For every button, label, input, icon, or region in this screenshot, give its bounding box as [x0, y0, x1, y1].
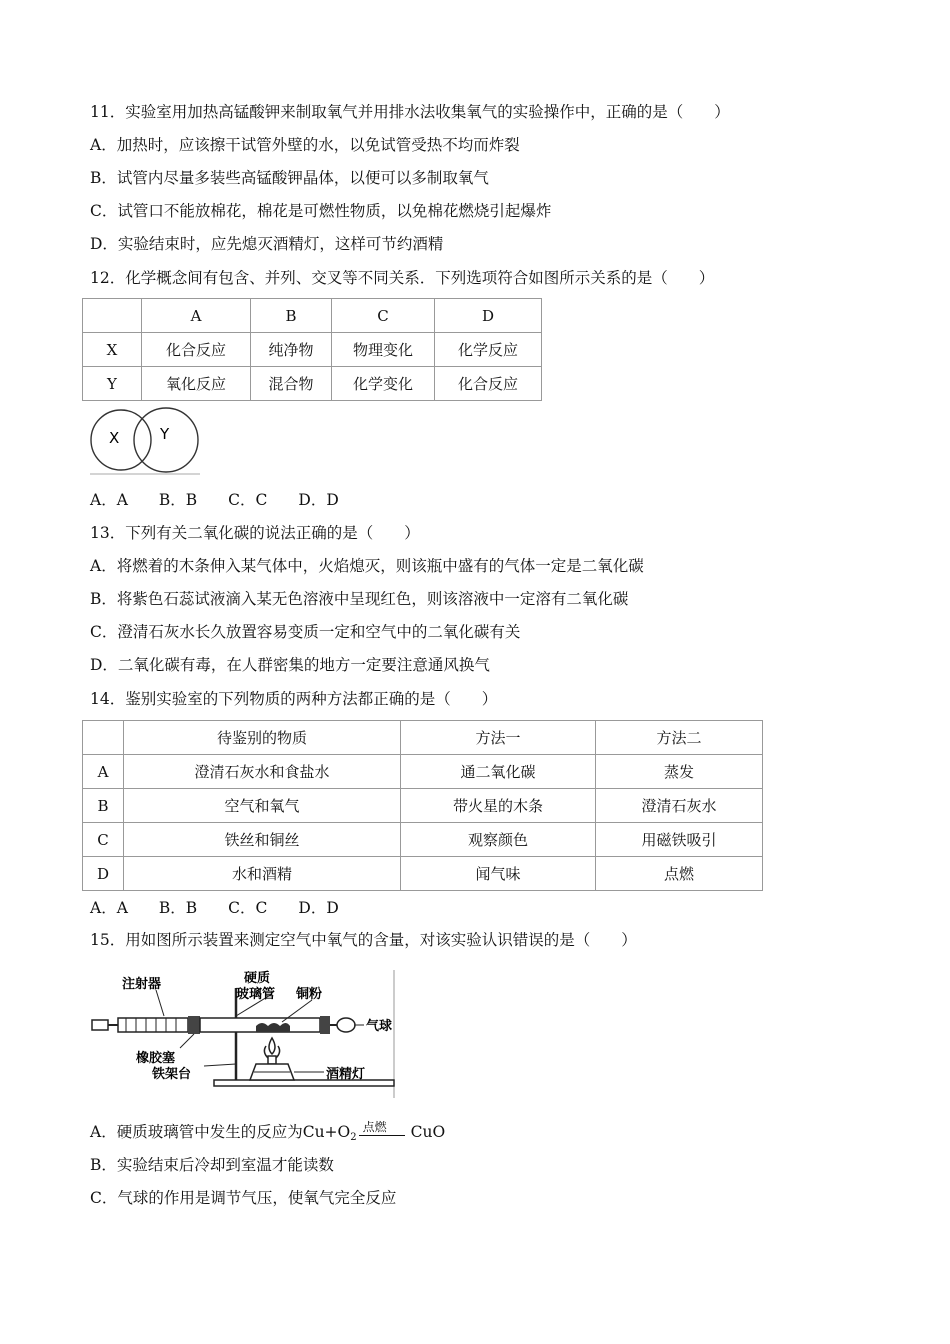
- table-row: [83, 755, 763, 789]
- table-header: D: [435, 299, 542, 333]
- q14-stem: 14．鉴别实验室的下列物质的两种方法都正确的是（ ）: [90, 690, 498, 708]
- label-iron-stand: 铁架台: [152, 1067, 192, 1082]
- q12-table: [82, 298, 542, 401]
- table-cell: B: [83, 789, 124, 823]
- rubber-stopper-left: [188, 1016, 200, 1034]
- q13-option-c: C．澄清石灰水长久放置容易变质一定和空气中的二氧化碳有关: [90, 623, 521, 641]
- venn-label-x: X: [109, 429, 120, 447]
- table-header: C: [332, 299, 435, 333]
- table-row: [83, 823, 763, 857]
- table-row: [83, 299, 542, 333]
- table-cell: A: [83, 755, 124, 789]
- table-cell: 铁丝和铜丝: [124, 823, 401, 857]
- reactants: Cu+O: [302, 1123, 351, 1141]
- q13-option-d: D．二氧化碳有毒，在人群密集的地方一定要注意通风换气: [90, 656, 490, 674]
- table-cell: 化合反应: [142, 333, 251, 367]
- table-cell: X: [83, 333, 142, 367]
- q15-option-a-text: A．硬质玻璃管中发生的反应为: [90, 1123, 303, 1141]
- q13-option-b: B．将紫色石蕊试液滴入某无色溶液中呈现红色，则该溶液中一定溶有二氧化碳: [90, 590, 629, 608]
- table-cell: C: [83, 823, 124, 857]
- label-glass-tube: 玻璃管: [236, 987, 276, 1002]
- table-row: [83, 789, 763, 823]
- q11-option-c: C．试管口不能放棉花，棉花是可燃性物质，以免棉花燃烧引起爆炸: [90, 202, 552, 220]
- reaction-arrow: [359, 1120, 405, 1143]
- table-cell: 空气和氧气: [124, 789, 401, 823]
- apparatus-diagram: [86, 968, 398, 1100]
- table-row: [83, 721, 763, 755]
- syringe-barrel: [118, 1018, 188, 1032]
- copper-powder: [256, 1023, 290, 1032]
- label-hard: 硬质: [244, 971, 271, 986]
- table-row: [83, 333, 542, 367]
- label-copper-powder: 铜粉: [296, 987, 323, 1002]
- balloon: [337, 1018, 355, 1032]
- table-cell: D: [83, 857, 124, 891]
- table-cell: 用磁铁吸引: [596, 823, 763, 857]
- q15-option-a: [90, 1122, 445, 1148]
- table-cell: 化学变化: [332, 367, 435, 401]
- table-header: 方法二: [596, 721, 763, 755]
- table-cell: Y: [83, 367, 142, 401]
- q13-option-a: A．将燃着的木条伸入某气体中，火焰熄灭，则该瓶中盛有的气体一定是二氧化碳: [90, 557, 644, 575]
- table-cell: 闻气味: [401, 857, 596, 891]
- table-header: 方法一: [401, 721, 596, 755]
- table-header: 待鉴别的物质: [124, 721, 401, 755]
- table-row: [83, 857, 763, 891]
- syringe-plunger: [92, 1020, 108, 1030]
- q12-answer-choices: A．A B．B C．C D．D: [90, 491, 339, 509]
- q13-stem: 13．下列有关二氧化碳的说法正确的是（ ）: [90, 524, 420, 542]
- table-cell: 化学反应: [435, 333, 542, 367]
- venn-label-y: Y: [160, 425, 170, 443]
- table-cell: [83, 721, 124, 755]
- q14-table: [82, 720, 763, 891]
- product: CuO: [410, 1123, 446, 1141]
- label-syringe: 注射器: [122, 977, 162, 992]
- table-cell: 水和酒精: [124, 857, 401, 891]
- q11-option-b: B．试管内尽量多装些高锰酸钾晶体，以便可以多制取氧气: [90, 169, 489, 187]
- q15-stem: 15．用如图所示装置来测定空气中氧气的含量，对该实验认识错误的是（ ）: [90, 931, 637, 949]
- table-cell: 观察颜色: [401, 823, 596, 857]
- table-header: A: [142, 299, 251, 333]
- q11-option-d: D．实验结束时，应先熄灭酒精灯，这样可节约酒精: [90, 235, 444, 253]
- q11-option-a: A．加热时，应该擦干试管外壁的水，以免试管受热不均而炸裂: [90, 136, 520, 154]
- table-row: [83, 367, 542, 401]
- table-cell: 纯净物: [251, 333, 332, 367]
- reaction-condition: 点燃: [362, 1120, 387, 1134]
- rubber-stopper-right: [320, 1016, 330, 1034]
- stand-base: [214, 1080, 394, 1086]
- venn-diagram: [86, 406, 206, 478]
- table-cell: 通二氧化碳: [401, 755, 596, 789]
- label-balloon: 气球: [366, 1019, 393, 1034]
- table-cell: 澄清石灰水: [596, 789, 763, 823]
- table-cell: 化合反应: [435, 367, 542, 401]
- q15-option-c: C．气球的作用是调节气压，使氧气完全反应: [90, 1189, 397, 1207]
- table-cell: 澄清石灰水和食盐水: [124, 755, 401, 789]
- flame: [264, 1038, 279, 1058]
- table-cell: 蒸发: [596, 755, 763, 789]
- q15-option-b: B．实验结束后冷却到室温才能读数: [90, 1156, 334, 1174]
- label-rubber-stopper: 橡胶塞: [136, 1051, 176, 1066]
- table-cell: 点燃: [596, 857, 763, 891]
- table-cell: 物理变化: [332, 333, 435, 367]
- q14-answer-choices: A．A B．B C．C D．D: [90, 899, 339, 917]
- q11-stem: 11．实验室用加热高锰酸钾来制取氧气并用排水法收集氧气的实验操作中，正确的是（ ）: [90, 103, 730, 121]
- q12-stem: 12．化学概念间有包含、并列、交叉等不同关系．下列选项符合如图所示关系的是（ ）: [90, 269, 715, 287]
- table-cell: 带火星的木条: [401, 789, 596, 823]
- table-cell: 氧化反应: [142, 367, 251, 401]
- table-cell: [83, 299, 142, 333]
- label-alcohol-lamp: 酒精灯: [326, 1067, 366, 1082]
- table-cell: 混合物: [251, 367, 332, 401]
- table-header: B: [251, 299, 332, 333]
- subscript: 2: [350, 1132, 357, 1143]
